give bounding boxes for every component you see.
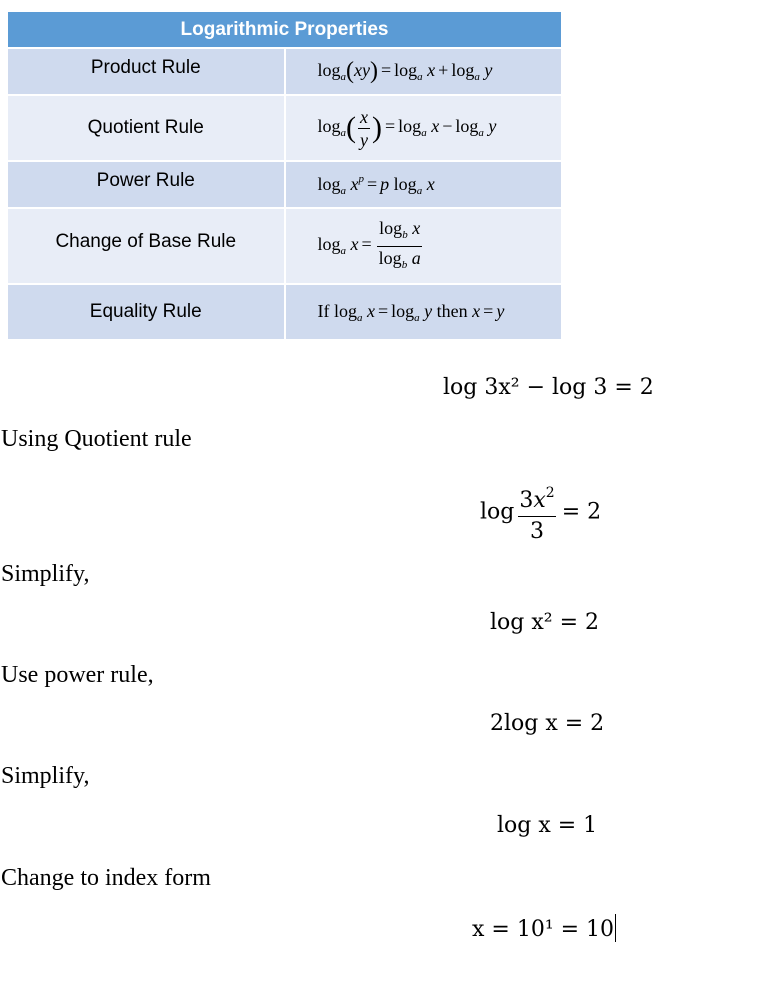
rule-name: Quotient Rule — [87, 117, 204, 138]
table-row — [8, 95, 561, 161]
rule-name: Change of Base Rule — [55, 231, 237, 252]
quotient-rule-formula: $\log_a$( $\frac{x}{y}$ ) = $\log_a x - \log_a y$ — [285, 95, 562, 161]
product-rule-formula: $\log_a(xy) = \log_a x + \log_a y$ — [285, 48, 562, 95]
table-title: Logarithmic Properties — [8, 12, 561, 48]
final-answer-text: x = 10¹ = 10 — [472, 917, 615, 942]
equality-rule-formula: If $\log_a x = \log_a y$ then x = y — [285, 284, 562, 339]
table-row — [8, 284, 561, 339]
equation-power-applied: 2log x = 2 — [490, 711, 605, 736]
equation-log-x: log x = 1 — [497, 813, 598, 838]
table-row — [8, 208, 561, 284]
text-cursor — [615, 914, 616, 942]
rule-name: Product Rule — [90, 56, 201, 78]
step-text-quotient: Using Quotient rule — [1, 426, 192, 452]
power-rule-formula: $\log_a x^p = p$ $\log_a x$ — [285, 161, 562, 208]
equation-simplified: log x² = 2 — [490, 610, 600, 635]
step-text-simplify-1: Simplify, — [1, 561, 90, 587]
logarithmic-properties-table — [8, 12, 561, 339]
step-text-index-form: Change to index form — [1, 865, 211, 891]
rule-name: Power Rule — [96, 169, 195, 191]
equation-given: log 3x² − log 3 = 2 — [443, 375, 654, 400]
change-of-base-rule-formula: $\log_a x$ = $\frac{\log_b x}{\log_b a}$ — [285, 208, 562, 284]
table-row — [8, 48, 561, 95]
equation-quotient-applied: log $\frac{3x^2}{3}$ = 2 — [480, 478, 601, 547]
table-row — [8, 161, 561, 208]
equation-final-answer — [472, 914, 616, 945]
step-text-simplify-2: Simplify, — [1, 763, 90, 789]
rule-name: Equality Rule — [89, 301, 202, 322]
step-text-power-rule: Use power rule, — [1, 662, 154, 688]
